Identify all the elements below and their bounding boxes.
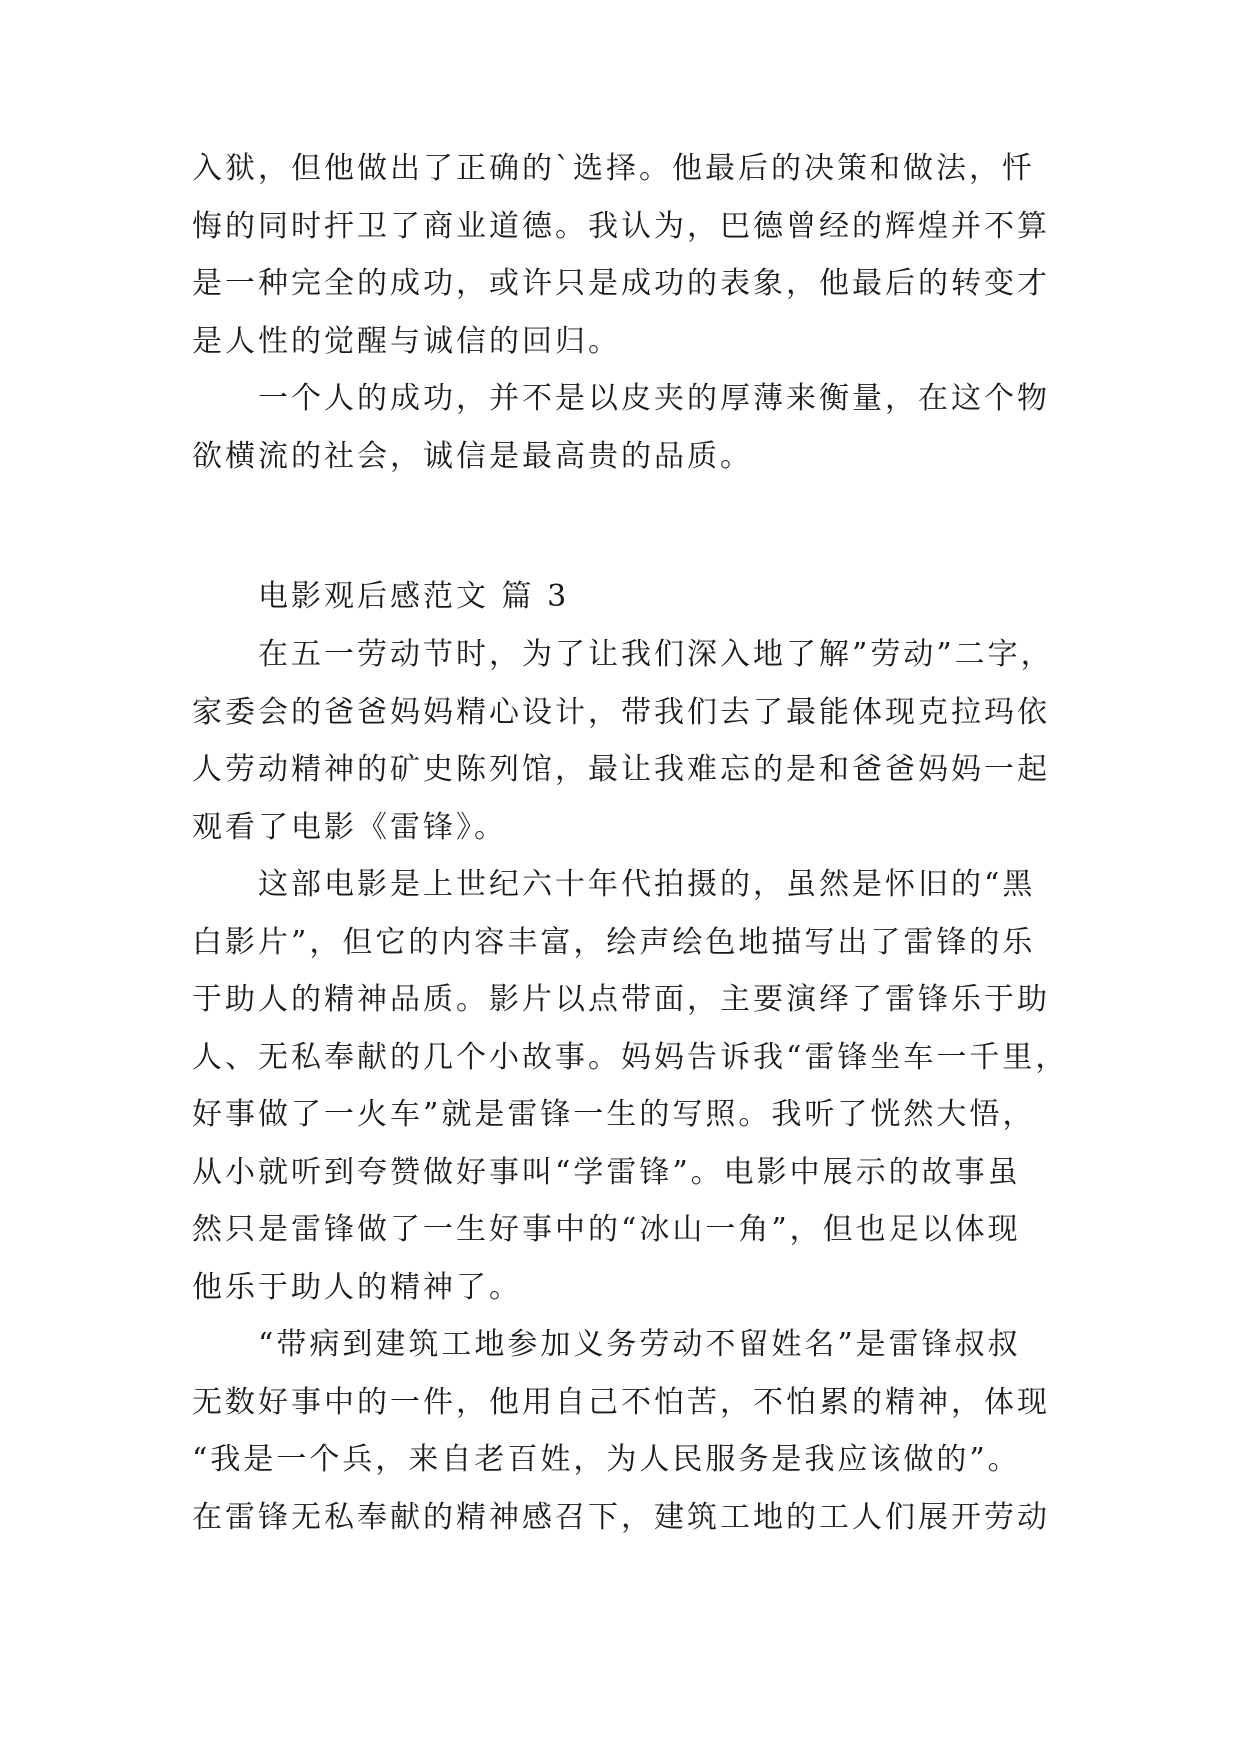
text-line: 于助人的精神品质。影片以点带面，主要演绎了雷锋乐于助 — [192, 982, 1050, 1017]
text-line: 悔的同时扞卫了商业道德。我认为，巴德曾经的辉煌并不算 — [192, 208, 1050, 244]
text-line: 然只是雷锋做了一生好事中的“冰山一角”，但也足以体现 — [192, 1212, 1021, 1247]
text-line: “我是一个兵，来自老百姓，为人民服务是我应该做的”。 — [192, 1442, 1021, 1477]
paragraph-block-2 — [192, 626, 1069, 1546]
text-line: 一个人的成功，并不是以皮夹的厚薄来衡量，在这个物 — [258, 381, 1050, 416]
text-line: 这部电影是上世纪六十年代拍摄的，虽然是怀旧的“黑 — [258, 867, 1036, 902]
text-line: 观看了电影《雷锋》。 — [192, 809, 507, 845]
text-line: 好事做了一火车”就是雷锋一生的写照。我听了恍然大悟， — [192, 1097, 1036, 1132]
text-line: 家委会的爸爸妈妈精心设计，带我们去了最能体现克拉玛依 — [192, 694, 1050, 730]
text-line: 从小就听到夸赞做好事叫“学雷锋”。电影中展示的故事虽 — [192, 1154, 1021, 1190]
text-line: 在雷锋无私奉献的精神感召下，建筑工地的工人们展开劳动 — [192, 1499, 1050, 1535]
text-line: 无数好事中的一件，他用自己不怕苦，不怕累的精神，体现 — [192, 1384, 1050, 1420]
text-line: 白影片”，但它的内容丰富，绘声绘色地描写出了雷锋的乐 — [192, 924, 1036, 960]
text-line: “带病到建筑工地参加义务劳动不留姓名”是雷锋叔叔 — [258, 1327, 1021, 1362]
section-heading: 电影观后感范文 篇 3 — [258, 579, 570, 614]
paragraph-block-1 — [192, 140, 1052, 485]
text-line: 人劳动精神的矿史陈列馆，最让我难忘的是和爸爸妈妈一起 — [192, 752, 1050, 787]
text-line: 是人性的觉醒与诚信的回归。 — [192, 323, 621, 359]
text-line: 他乐于助人的精神了。 — [192, 1269, 522, 1305]
text-line: 在五一劳动节时，为了让我们深入地了解”劳动”二字， — [258, 637, 1054, 672]
text-line: 欲横流的社会，诚信是最高贵的品质。 — [192, 438, 753, 474]
text-line: 是一种完全的成功，或许只是成功的表象，他最后的转变才 — [192, 266, 1050, 301]
text-line: 入狱，但他做出了正确的`选择。他最后的决策和做法，忏 — [192, 151, 1035, 186]
text-line: 人、无私奉献的几个小故事。妈妈告诉我“雷锋坐车一千里， — [192, 1039, 1069, 1075]
